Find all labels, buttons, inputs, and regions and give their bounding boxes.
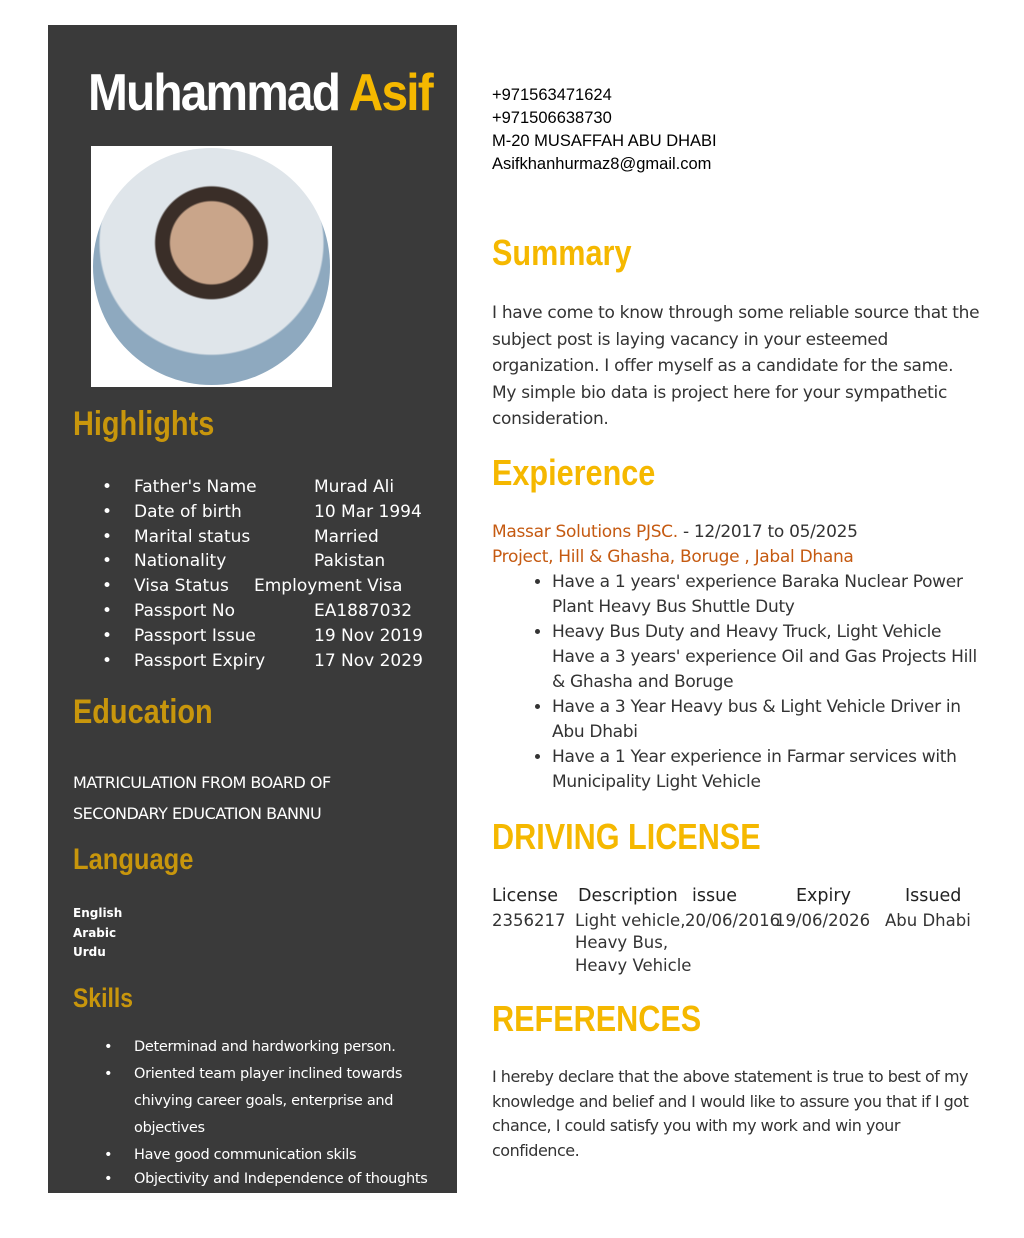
experience-section <box>492 520 982 795</box>
highlights-heading: Highlights <box>73 405 215 443</box>
references-text: I hereby declare that the above statement is true to best of my knowledge and belief and I would like to assure you that if I got chance, I could satisfy you with my work and win your confidence. <box>492 1067 969 1160</box>
education-text: MATRICULATION FROM BOARD OF SECONDARY EDUCATION BANNU <box>73 773 331 823</box>
expiry-date: 19/06/2026 <box>775 911 871 930</box>
skills-list <box>104 1037 454 1235</box>
list-item: • Nationality Pakistan <box>104 549 109 574</box>
experience-heading: Expierence <box>492 452 656 493</box>
highlights-list <box>104 475 423 673</box>
list-item: • Have good communication skils <box>104 1145 454 1166</box>
email: Asifkhanhurmaz8@gmail.com <box>492 155 712 173</box>
description-3: Heavy Vehicle <box>575 956 692 975</box>
candidate-name <box>88 63 432 123</box>
list-item: • Father's Name Murad Ali <box>104 475 109 500</box>
profile-photo <box>91 146 332 387</box>
summary-text: I have come to know through some reliable source that the subject post is laying vacancy in your esteemed organization. I offer myself as a candidate for the same. My simple bio data is project here for your sympathetic consideration. <box>492 303 980 429</box>
header-license: License <box>492 886 558 906</box>
references-heading: REFERENCES <box>492 998 702 1039</box>
phone-1: +971563471624 <box>492 86 612 104</box>
list-item: • Have a 1 Year experience in Farmar services with Municipality Light Vehicle <box>552 745 982 795</box>
list-item: • Marital status Married <box>104 525 109 550</box>
list-item: • Heavy Bus Duty and Heavy Truck, Light Vehicle Have a 3 years' experience Oil and Gas Projects Hill & Ghasha and Boruge <box>552 620 982 695</box>
contact-info <box>492 84 717 176</box>
list-item: • Passport Issue 19 Nov 2019 <box>104 624 109 649</box>
project: Project, Hill & Ghasha, Boruge , Jabal Dhana <box>492 547 854 567</box>
license-number: 2356217 <box>492 911 566 930</box>
summary-heading: Summary <box>492 232 632 273</box>
last-name: Asif <box>348 64 432 122</box>
list-item: • Oriented team player inclined towards chivying career goals, enterprise and objectives <box>104 1061 454 1142</box>
issue-date: 20/06/2016 <box>685 911 781 930</box>
list-item: • Objectivity and Independence of thoughts and integrity with the ability work under pressure <box>104 1169 454 1232</box>
list-item: • Date of birth 10 Mar 1994 <box>104 500 109 525</box>
list-item: • Have a 3 Year Heavy bus & Light Vehicle Driver in Abu Dhabi <box>552 695 982 745</box>
list-item: • Passport Expiry 17 Nov 2029 <box>104 649 109 674</box>
description-2: Heavy Bus, <box>575 933 669 952</box>
list-item: • Passport No EA1887032 <box>104 599 109 624</box>
list-item: • Visa Status Employment Visa <box>104 574 109 599</box>
issued-place: Abu Dhabi <box>885 911 971 930</box>
address: M-20 MUSAFFAH ABU DHABI <box>492 132 717 150</box>
header-issue: issue <box>692 886 737 906</box>
description-1: Light vehicle, <box>575 911 686 930</box>
company: Massar Solutions PJSC. <box>492 522 678 542</box>
sidebar-panel <box>48 25 457 1229</box>
header-issued: Issued <box>905 886 962 906</box>
phone-2: +971506638730 <box>492 109 612 127</box>
header-expiry: Expiry <box>796 886 851 906</box>
language-list: English Arabic Urdu <box>73 906 123 959</box>
list-item: • Have a 1 years' experience Baraka Nuclear Power Plant Heavy Bus Shuttle Duty <box>552 570 982 620</box>
education-heading: Education <box>73 693 213 731</box>
language-heading: Language <box>73 843 194 876</box>
experience-list <box>492 570 982 795</box>
license-heading: DRIVING LICENSE <box>492 816 761 857</box>
header-description: Description <box>578 886 678 906</box>
first-name: Muhammad <box>88 64 340 122</box>
period: - 12/2017 to 05/2025 <box>677 522 858 542</box>
skills-heading: Skills <box>73 983 133 1013</box>
list-item: • Determinad and hardworking person. <box>104 1037 454 1058</box>
